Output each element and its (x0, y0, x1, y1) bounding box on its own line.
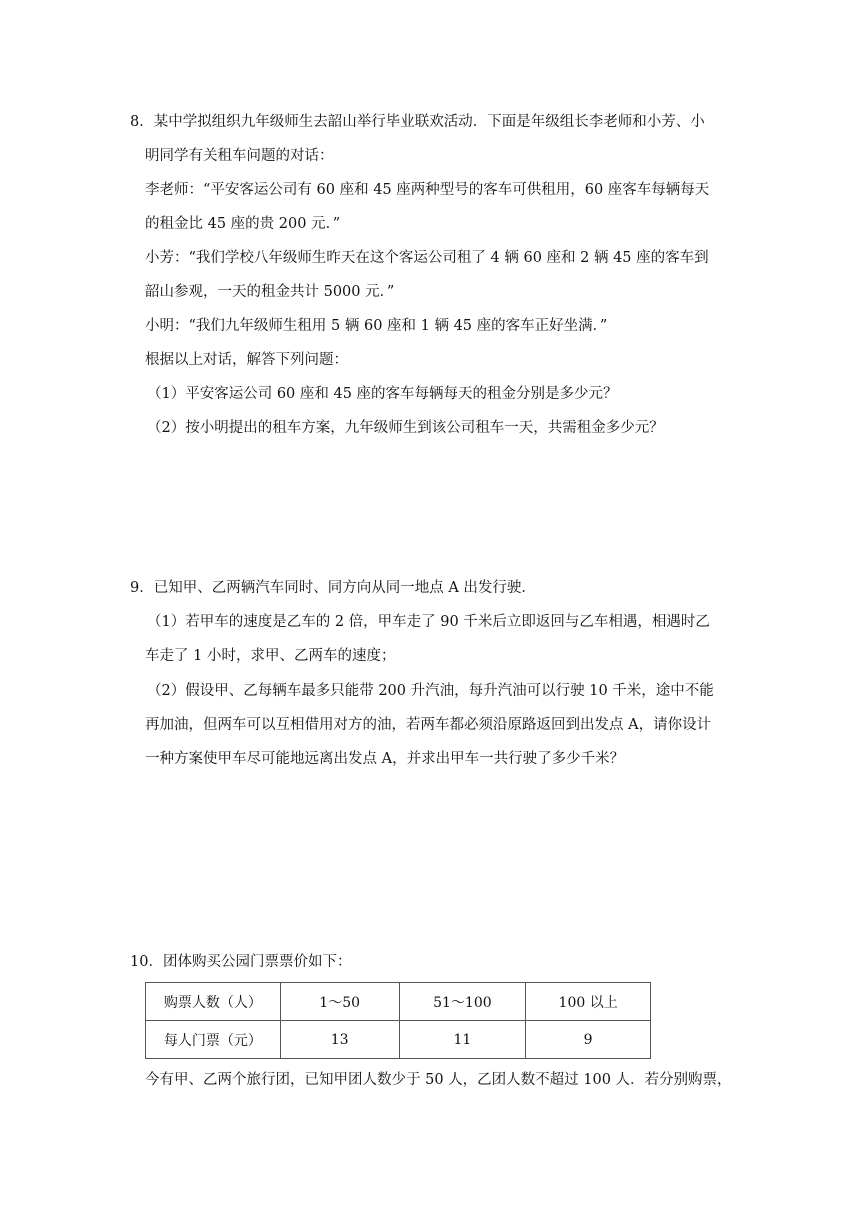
q8-part-2: （2）按小明提出的租车方案，九年级师生到该公司租车一天，共需租金多少元？ (147, 420, 664, 436)
q9-part-2-line-1: （2）假设甲、乙每辆车最多只能带 200 升汽油，每升汽油可以行驶 10 千米，途中不能 (147, 683, 714, 699)
q9-part-1-line-1: （1）若甲车的速度是乙车的 2 倍，甲车走了 90 千米后立即返回与乙车相遇，相遇时乙 (147, 614, 710, 630)
q10-continuation: 今有甲、乙两个旅行团，已知甲团人数少于 50 人，乙团人数不超过 100 人．若分别购票， (145, 1072, 732, 1088)
q9-stem: 9．已知甲、乙两辆汽车同时、同方向从同一地点 A 出发行驶． (130, 580, 536, 596)
table-cell: 9 (526, 1021, 651, 1059)
table-row (146, 1021, 651, 1059)
q8-dialogue-teacher-1: 李老师：“平安客运公司有 60 座和 45 座两种型号的客车可供租用，60 座客车每辆每天 (145, 182, 710, 198)
q9-part-1-line-2: 车走了 1 小时，求甲、乙两车的速度； (145, 648, 396, 664)
table-cell: 每人门票（元） (146, 1021, 281, 1059)
q8-dialogue-teacher-2: 的租金比 45 座的贵 200 元．” (145, 216, 341, 232)
q8-stem-line-1: 8．某中学拟组织九年级师生去韶山举行毕业联欢活动．下面是年级组长李老师和小芳、小 (130, 114, 705, 130)
table-cell: 13 (280, 1021, 399, 1059)
table-row (146, 983, 651, 1021)
table-cell: 购票人数（人） (146, 983, 281, 1021)
q8-part-1: （1）平安客运公司 60 座和 45 座的客车每辆每天的租金分别是多少元？ (147, 386, 618, 402)
table-cell: 11 (399, 1021, 526, 1059)
q8-instruction: 根据以上对话，解答下列问题： (145, 352, 348, 368)
ticket-price-table (145, 982, 651, 1059)
table-cell: 100 以上 (526, 983, 651, 1021)
q9-part-2-line-3: 一种方案使甲车尽可能地远离出发点 A，并求出甲车一共行驶了多少千米？ (145, 751, 625, 767)
table-cell: 51～100 (399, 983, 526, 1021)
table-cell: 1～50 (280, 983, 399, 1021)
q10-stem: 10．团体购买公园门票票价如下： (130, 954, 352, 970)
q8-dialogue-xiaoming: 小明：“我们九年级师生租用 5 辆 60 座和 1 辆 45 座的客车正好坐满．” (145, 318, 608, 334)
q9-part-2-line-2: 再加油，但两车可以互相借用对方的油，若两车都必须沿原路返回到出发点 A，请你设计 (145, 717, 712, 733)
q8-dialogue-xiaofang-1: 小芳：“我们学校八年级师生昨天在这个客运公司租了 4 辆 60 座和 2 辆 45 座的客车到 (145, 250, 709, 266)
q8-dialogue-xiaofang-2: 韶山参观，一天的租金共计 5000 元．” (145, 284, 395, 300)
q8-stem-line-2: 明同学有关租车问题的对话： (145, 148, 334, 164)
